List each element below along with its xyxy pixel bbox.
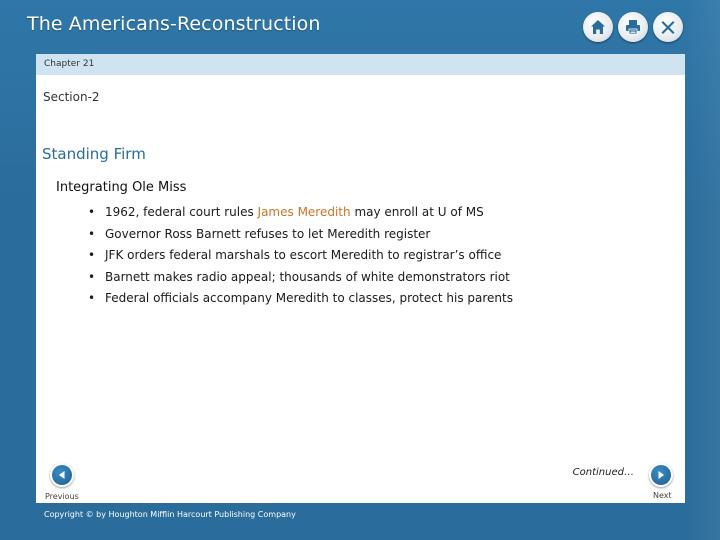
home-icon xyxy=(589,18,607,36)
slide-heading: Standing Firm xyxy=(42,145,146,163)
next-button[interactable] xyxy=(649,463,673,487)
bullet-text: may enroll at U of MS xyxy=(350,205,484,219)
close-button[interactable] xyxy=(653,12,683,42)
section-label: Section-2 xyxy=(43,90,100,104)
bullet-text: 1962, federal court rules xyxy=(105,205,258,219)
app-title: The Americans-Reconstruction xyxy=(27,13,321,35)
toolbar xyxy=(583,12,683,42)
arrow-left-icon xyxy=(56,469,68,481)
previous-button-face xyxy=(52,465,72,485)
print-icon xyxy=(624,18,642,36)
bullet-text: JFK orders federal marshals to escort Meredith to registrar’s office xyxy=(105,248,502,263)
bullet-item xyxy=(88,202,513,224)
previous-label[interactable]: Previous xyxy=(45,492,79,501)
bullet-text: Governor Ross Barnett refuses to let Meredith register xyxy=(105,226,431,241)
continued-label: Continued… xyxy=(572,467,634,478)
arrow-right-icon xyxy=(655,469,667,481)
print-button[interactable] xyxy=(618,12,648,42)
bullet-item xyxy=(88,224,513,246)
bullet-item xyxy=(88,288,513,310)
bullet-item xyxy=(88,245,513,267)
copyright-text: Copyright © by Houghton Mifflin Harcourt Publishing Company xyxy=(44,510,296,519)
next-button-face xyxy=(651,465,671,485)
chapter-bar xyxy=(36,54,685,75)
bullet-list xyxy=(88,202,513,310)
bullet-item xyxy=(88,267,513,289)
previous-button[interactable] xyxy=(50,463,74,487)
content-panel xyxy=(36,54,685,530)
chapter-label: Chapter 21 xyxy=(44,59,95,69)
bullet-text: Federal officials accompany Meredith to classes, protect his parents xyxy=(105,291,513,306)
footer-bar xyxy=(36,503,685,530)
close-icon xyxy=(659,18,677,36)
slide-subheading: Integrating Ole Miss xyxy=(56,180,187,195)
highlight-term: James Meredith xyxy=(257,205,351,219)
home-button[interactable] xyxy=(583,12,613,42)
bullet-text: Barnett makes radio appeal; thousands of white demonstrators riot xyxy=(105,269,510,284)
next-label[interactable]: Next xyxy=(653,491,672,500)
